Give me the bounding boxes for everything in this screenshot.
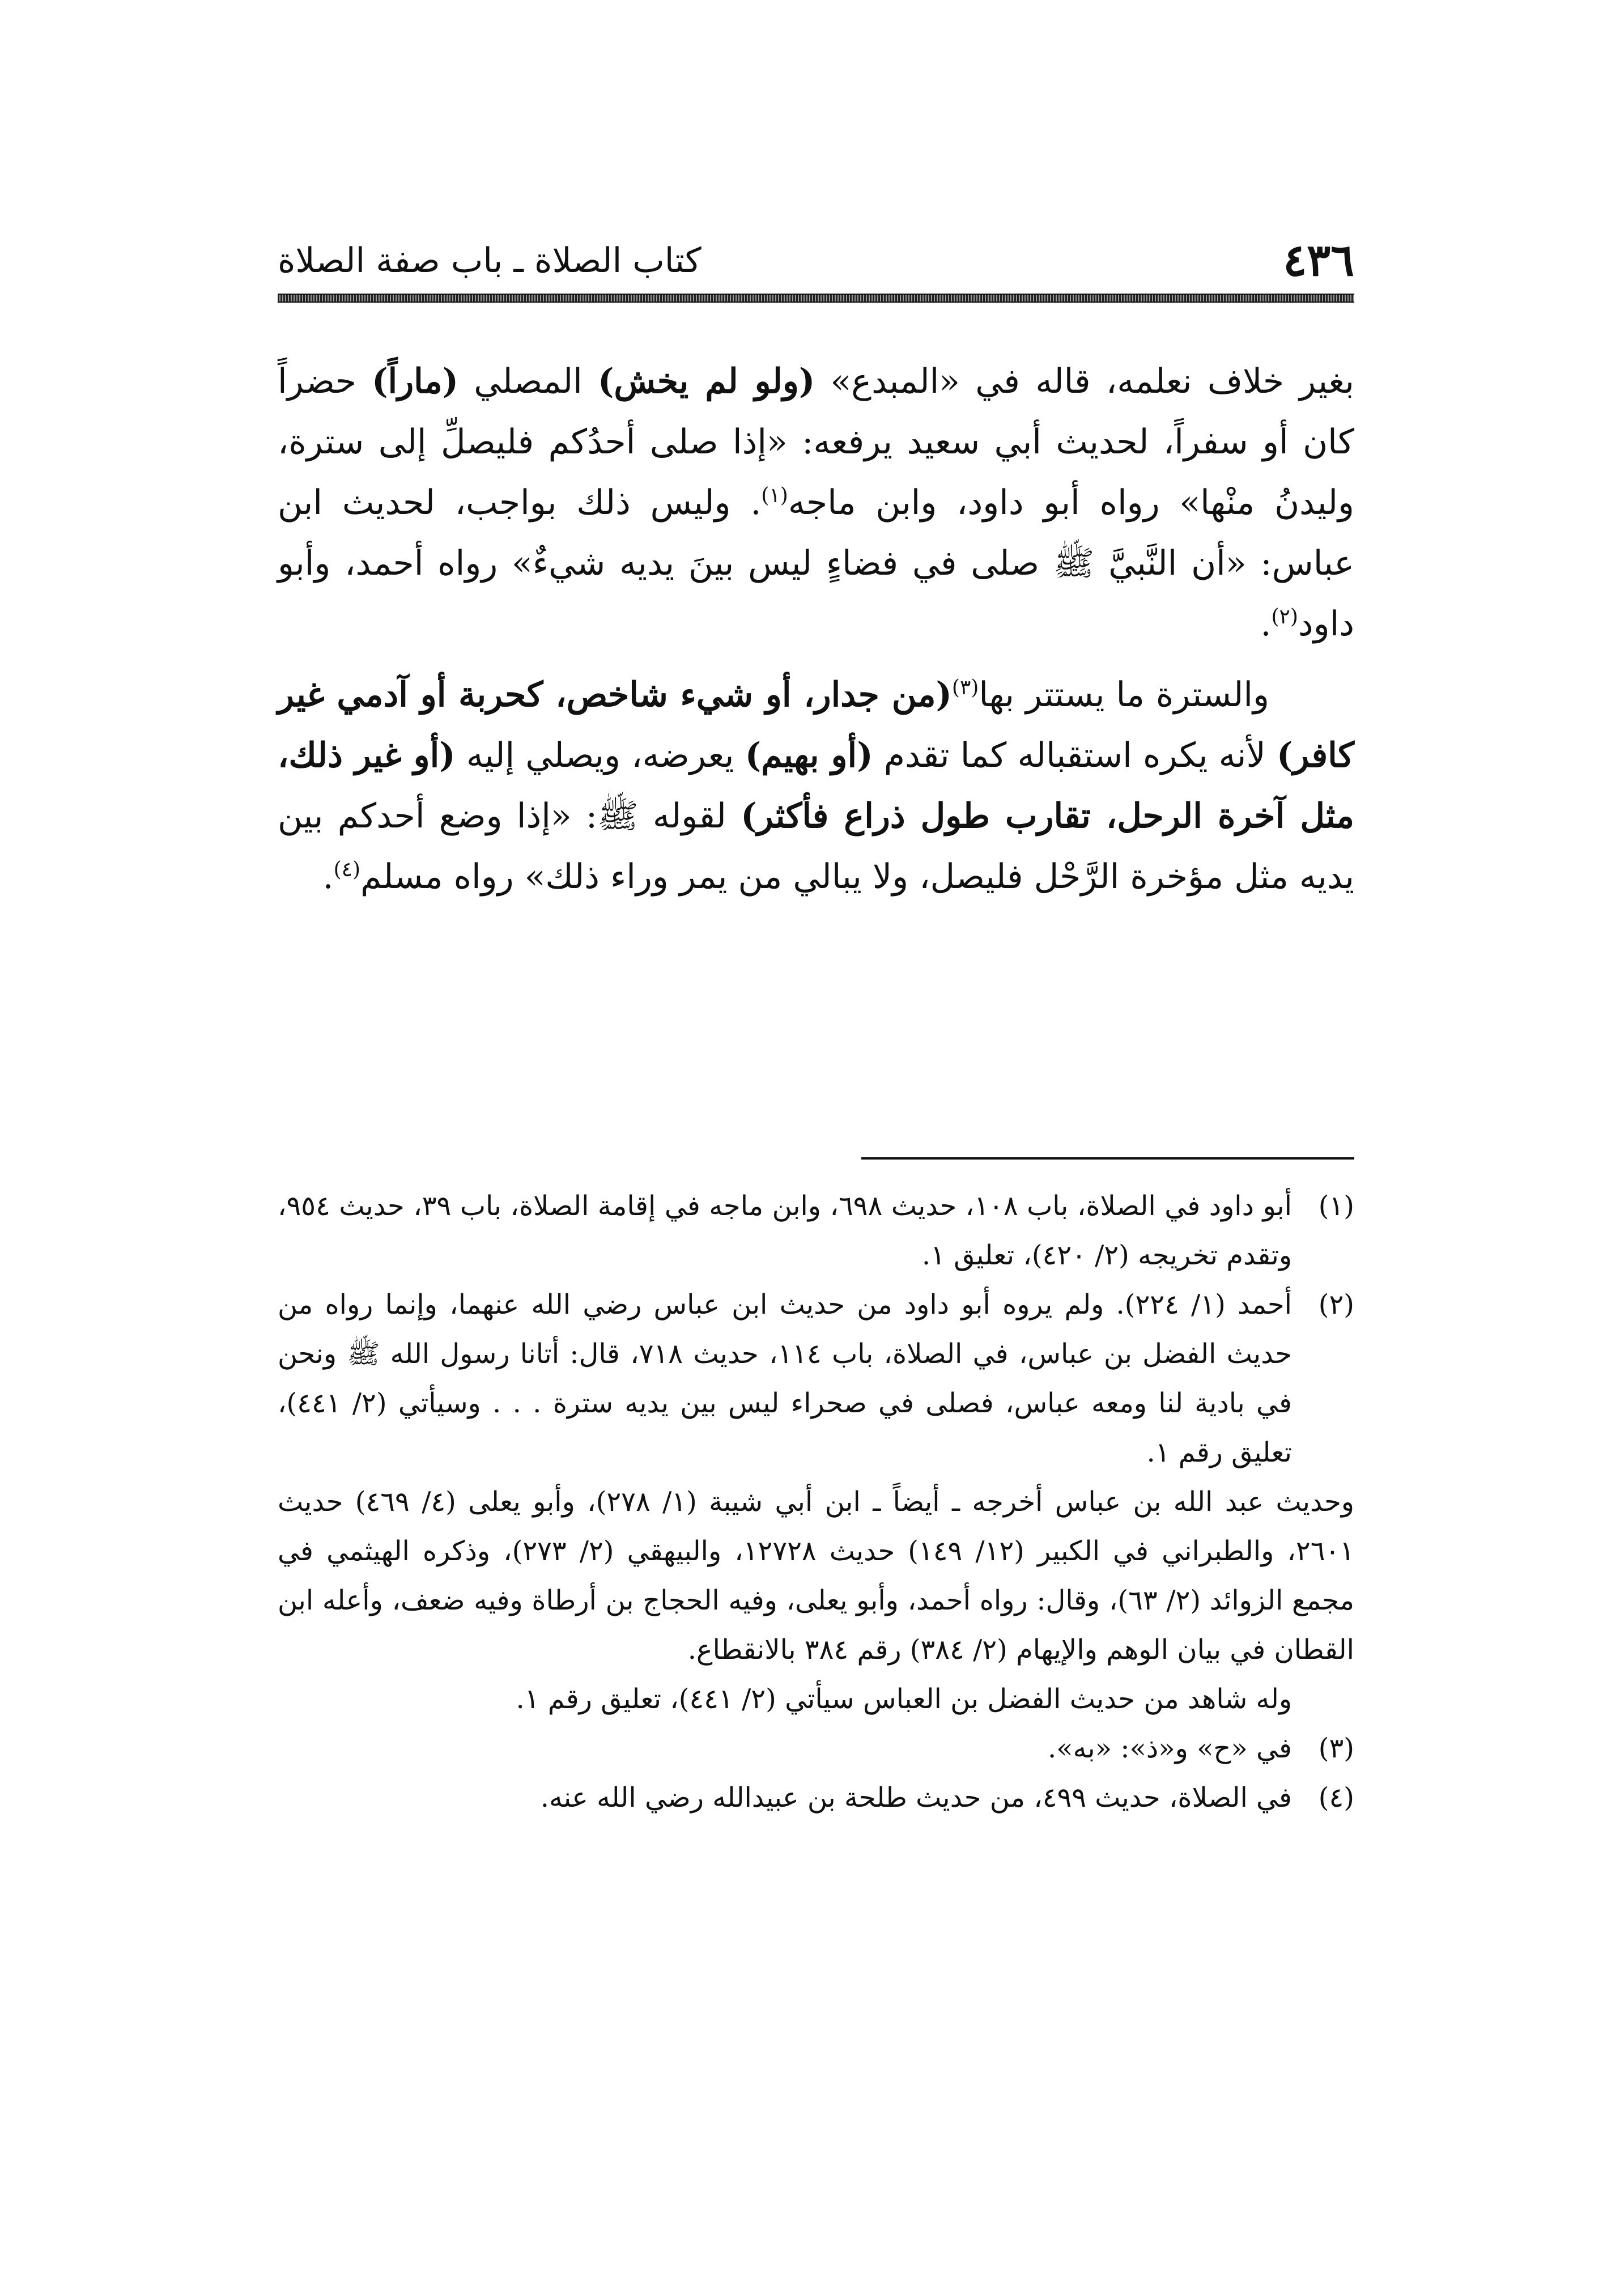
- text-run: لأنه يكره استقباله كما تقدم: [873, 736, 1277, 775]
- footnote-ref-2[interactable]: (٢): [1271, 605, 1298, 629]
- running-title: كتاب الصلاة ـ باب صفة الصلاة: [278, 241, 702, 281]
- footnote-text: أحمد (١/ ٢٢٤). ولم يروه أبو داود من حديث ابن عباس رضي الله عنهما، وإنما رواه من حديث الفضل بن عباس، في الصلاة، باب ١١٤، حديث ٧١٨، قال: أتانا رسول الله ﷺ ونحن في بادية لنا ومعه عباس، فصلى في صحراء ليس بين يديه سترة . . . وسيأتي (٢/ ٤٤١)، تعليق رقم ١.: [278, 1289, 1293, 1468]
- paragraph-2: [278, 665, 1354, 907]
- paragraph-1: [278, 351, 1354, 655]
- footnote-separator: [861, 1157, 1354, 1160]
- text-run: حضراً كان أو سفراً، لحديث أبي سعيد يرفعه: «إذا صلى أحدُكم فليصلِّ إلى سترة، وليدنُ منْها» رواه أبو داود، وابن ماجه: [278, 362, 1354, 523]
- footnote-number: (٢): [1318, 1289, 1354, 1320]
- matn-bold: (ماراً): [372, 362, 458, 401]
- footnote-2-continuation: وحديث عبد الله بن عباس أخرجه ـ أيضاً ـ ابن أبي شيبة (١/ ٢٧٨)، وأبو يعلى (٤/ ٤٦٩) حديث ٢٦٠١، والطبراني في الكبير (١٢/ ١٤٩) حديث ١٢٧٢٨، والبيهقي (٢/ ٢٧٣)، وذكره الهيثمي في مجمع الزوائد (٢/ ٦٣)، وقال: رواه أحمد، وأبو يعلى، وفيه الحجاج بن أرطاة وفيه ضعف، وأعله ابن القطان في بيان الوهم والإيهام (٢/ ٣٨٤) رقم ٣٨٤ بالانقطاع.: [278, 1486, 1355, 1666]
- footnotes: [278, 1182, 1354, 1823]
- main-text: [278, 351, 1354, 907]
- page-header: [278, 235, 1354, 286]
- footnote-text: في «ح» و«ذ»: «به».: [1048, 1733, 1292, 1764]
- footnote-1: [278, 1182, 1354, 1280]
- footnote-text: في الصلاة، حديث ٤٩٩، من حديث طلحة بن عبيدالله رضي الله عنه.: [540, 1782, 1292, 1814]
- header-rule: [278, 294, 1354, 303]
- footnote-number: (٣): [1318, 1733, 1354, 1764]
- footnote-2: [278, 1280, 1354, 1477]
- text-run: . وليس ذلك بواجب، لحديث ابن عباس: «أن النَّبيَّ ﷺ صلى في فضاءٍ ليس بينَ يديه شيءٌ» رواه أحمد، وأبو داود: [278, 483, 1354, 644]
- footnote-4: [278, 1773, 1354, 1823]
- matn-bold: (أو بهيم): [745, 736, 873, 775]
- text-run: بغير خلاف نعلمه، قاله في «المبدع»: [815, 362, 1355, 401]
- text-run: .: [322, 857, 334, 897]
- matn-bold: (أو غير ذلك، مثل آخرة الرحل، تقارب طول ذراع فأكثر): [278, 736, 1354, 836]
- text-run: .: [1260, 604, 1272, 644]
- matn-bold: (من جدار، أو شيء شاخص، كحربة أو آدمي غير كافر): [278, 675, 1354, 775]
- footnote-ref-1[interactable]: (١): [761, 484, 788, 507]
- text-run: والسترة ما يستتر بها: [979, 675, 1269, 715]
- footnote-number: (٤): [1318, 1782, 1354, 1814]
- text-run: المصلي: [458, 362, 598, 401]
- footnote-ref-3[interactable]: (٣): [951, 676, 979, 699]
- text-run: لقوله ﷺ: «إذا وضع أحدكم بين يديه مثل مؤخرة الرَّحْل فليصل، ولا يبالي من يمر وراء ذلك» رواه مسلم: [278, 796, 1354, 897]
- footnote-text: أبو داود في الصلاة، باب ١٠٨، حديث ٦٩٨، وابن ماجه في إقامة الصلاة، باب ٣٩، حديث ٩٥٤، وتقدم تخريجه (٢/ ٤٢٠)، تعليق ١.: [278, 1190, 1292, 1271]
- footnote-number: (١): [1318, 1190, 1354, 1222]
- matn-bold: (ولو لم يخش): [598, 362, 815, 401]
- page-number: ٤٣٦: [1283, 235, 1354, 286]
- footnote-3: [278, 1724, 1354, 1773]
- text-run: يعرضه، ويصلي إليه: [455, 736, 745, 775]
- footnote-ref-4[interactable]: (٤): [333, 858, 361, 881]
- footnote-2-continuation: وله شاهد من حديث الفضل بن العباس سيأتي (٢/ ٤٤١)، تعليق رقم ١.: [516, 1683, 1292, 1715]
